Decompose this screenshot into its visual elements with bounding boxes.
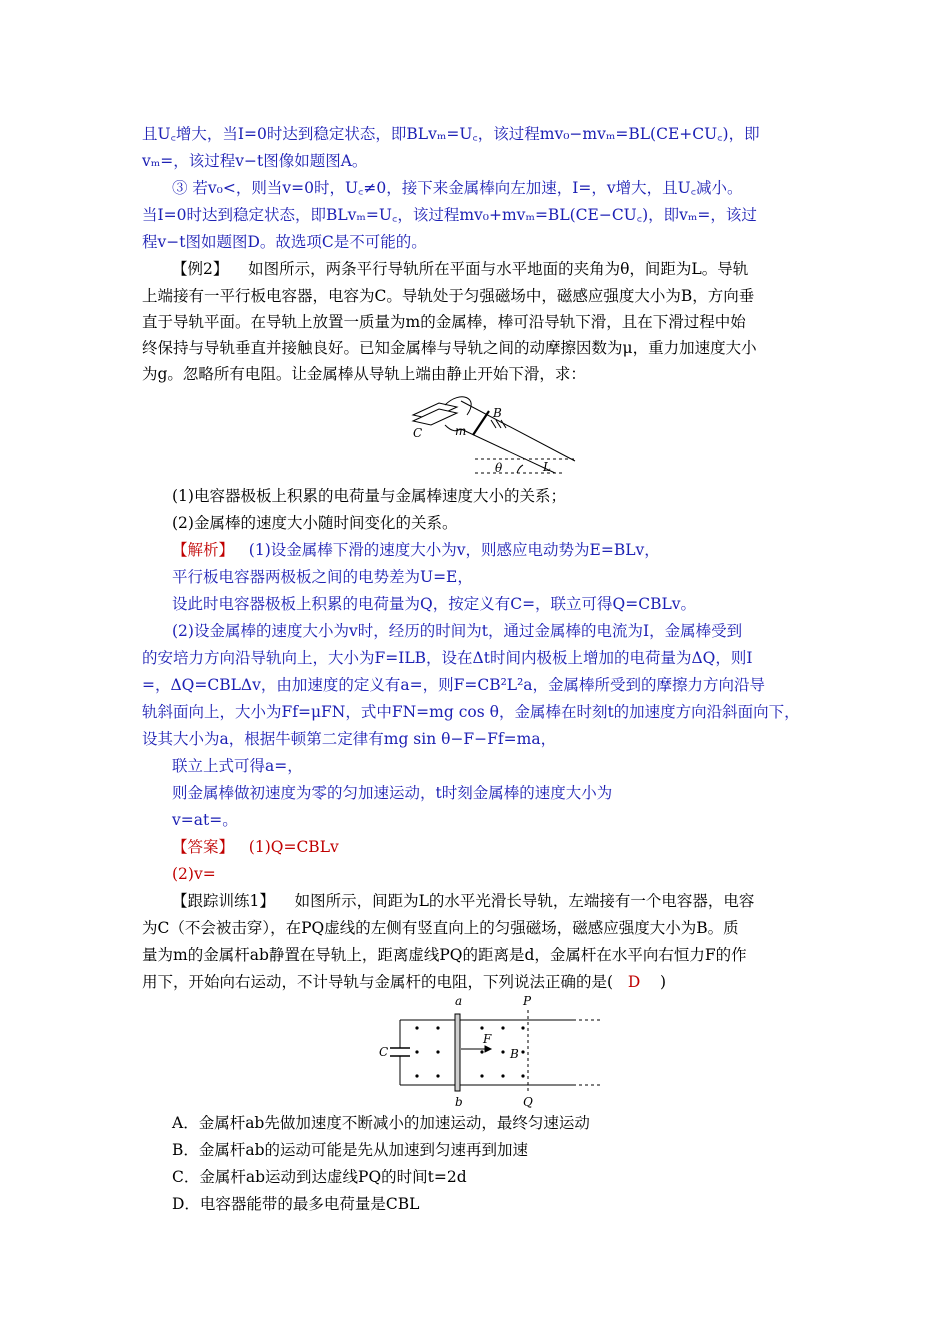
label-q: Q: [523, 1095, 533, 1109]
example2-line-5: 为g。忽略所有电阻。让金属棒从导轨上端由静止开始下滑，求：: [142, 365, 586, 383]
solution-line-3: ③ 若v₀<，则当v=0时，U꜀≠0，接下来金属棒向左加速，I=，v增大，且U꜀减小。: [172, 179, 743, 197]
label-force: F: [483, 1032, 492, 1046]
training1-line-1: 如图所示，间距为L的水平光滑长导轨，左端接有一个电容器，电容: [294, 892, 755, 910]
analysis-line-9: 联立上式可得a=，: [172, 757, 303, 775]
analysis-line-11: v=at=。: [172, 811, 238, 829]
analysis-first-line: [172, 539, 660, 561]
answer-first-line: [172, 836, 339, 858]
answer-line-1: (1)Q=CBLv: [248, 838, 339, 856]
label-field: B: [510, 1047, 519, 1061]
metal-rod: [473, 411, 489, 435]
option-b[interactable]: B．金属杆ab的运动可能是先从加速到匀速再到加速: [172, 1141, 529, 1159]
label-b-end: b: [455, 1095, 463, 1109]
option-d[interactable]: D．电容器能带的最多电荷量是CBL: [172, 1195, 420, 1213]
solution-line-5: 程v−t图如题图D。故选项C是不可能的。: [142, 233, 427, 251]
horizontal-rails-figure: [375, 990, 605, 1110]
example2-line-1: 如图所示，两条平行导轨所在平面与水平地面的夹角为θ，间距为L。导轨: [248, 260, 749, 278]
training1-line-2: 为C（不会被击穿），在PQ虚线的左侧有竖直向上的匀强磁场，磁感应强度大小为B。质: [142, 919, 739, 937]
analysis-line-10: 则金属棒做初速度为零的匀加速运动，t时刻金属棒的速度大小为: [172, 784, 613, 802]
label-m: m: [455, 424, 467, 438]
label-capacitor: C: [379, 1045, 389, 1059]
answer-tag: 【答案】: [172, 838, 235, 856]
analysis-line-5: 的安培力方向沿导轨向上，大小为F=ILB，设在Δt时间内极板上增加的电荷量为ΔQ，则I: [142, 649, 753, 667]
solution-line-4: 当I=0时达到稳定状态，即BLvₘ=U꜀，该过程mv₀+mvₘ=BL(CE−CU꜀)，即vₘ=，该过: [142, 206, 757, 224]
training1-close-paren: ): [660, 973, 667, 991]
metal-bar-ab: [455, 1014, 460, 1091]
analysis-line-7: 轨斜面向上，大小为Ff=μFN，式中FN=mg cos θ，金属棒在时刻t的加速度方向沿斜面向下，: [142, 703, 800, 721]
analysis-tag: 【解析】: [172, 541, 235, 559]
analysis-line-4: (2)设金属棒的速度大小为v时，经历的时间为t，通过金属棒的电流为I，金属棒受到: [172, 622, 743, 640]
label-l: L: [543, 460, 551, 474]
training1-line-3: 量为m的金属杆ab静置在导轨上，距离虚线PQ的距离是d，金属杆在水平向右恒力F的作: [142, 946, 747, 964]
analysis-line-2: 平行板电容器两极板之间的电势差为U=E，: [172, 568, 473, 586]
training1-first-line: [172, 890, 754, 912]
field-dots: [415, 1026, 524, 1077]
label-c: C: [413, 426, 423, 440]
example2-line-2: 上端接有一平行板电容器，电容为C。导轨处于匀强磁场中，磁感应强度大小为B，方向垂: [142, 287, 755, 305]
training1-line-4-text: 用下，开始向右运动，不计导轨与金属杆的电阻，下列说法正确的是(: [142, 973, 614, 991]
example2-line-3: 直于导轨平面。在导轨上放置一质量为m的金属棒，棒可沿导轨下滑，且在下滑过程中始: [142, 313, 746, 331]
solution-line-1: 且U꜀增大，当I=0时达到稳定状态，即BLvₘ=U꜀，该过程mv₀−mvₘ=BL(CE+CU꜀)，即: [142, 125, 760, 143]
inclined-rails-figure: [405, 385, 580, 480]
label-p: P: [523, 994, 532, 1008]
analysis-line-8: 设其大小为a，根据牛顿第二定律有mg sin θ−F−Ff=ma，: [142, 730, 557, 748]
label-b: B: [493, 406, 502, 420]
analysis-line-6: =，ΔQ=CBLΔv，由加速度的定义有a=，则F=CB²L²a，金属棒所受到的摩擦力方向沿导: [142, 676, 766, 694]
label-theta: θ: [495, 461, 503, 475]
training1-tag: 【跟踪训练1】: [172, 892, 275, 910]
answer-line-2: (2)v=: [172, 865, 216, 883]
solution-line-2: vₘ=，该过程v−t图像如题图A。: [142, 152, 368, 170]
analysis-line-1: (1)设金属棒下滑的速度大小为v，则感应电动势为E=BLv，: [248, 541, 660, 559]
training1-answer-choice: D: [627, 973, 641, 991]
analysis-line-3: 设此时电容器极板上积累的电荷量为Q，按定义有C=，联立可得Q=CBLv。: [172, 595, 697, 613]
question-1: (1)电容器极板上积累的电荷量与金属棒速度大小的关系；: [172, 487, 566, 505]
option-a[interactable]: A．金属杆ab先做加速度不断减小的加速运动，最终匀速运动: [172, 1114, 590, 1132]
example2-line-4: 终保持与导轨垂直并接触良好。已知金属棒与导轨之间的动摩擦因数为μ，重力加速度大小: [142, 339, 757, 357]
example2-tag: 【例2】: [172, 260, 229, 278]
label-a: a: [455, 994, 463, 1008]
question-2: (2)金属棒的速度大小随时间变化的关系。: [172, 514, 458, 532]
option-c[interactable]: C．金属杆ab运动到达虚线PQ的时间t=2d: [172, 1168, 467, 1186]
example2-first-line: [172, 258, 748, 280]
